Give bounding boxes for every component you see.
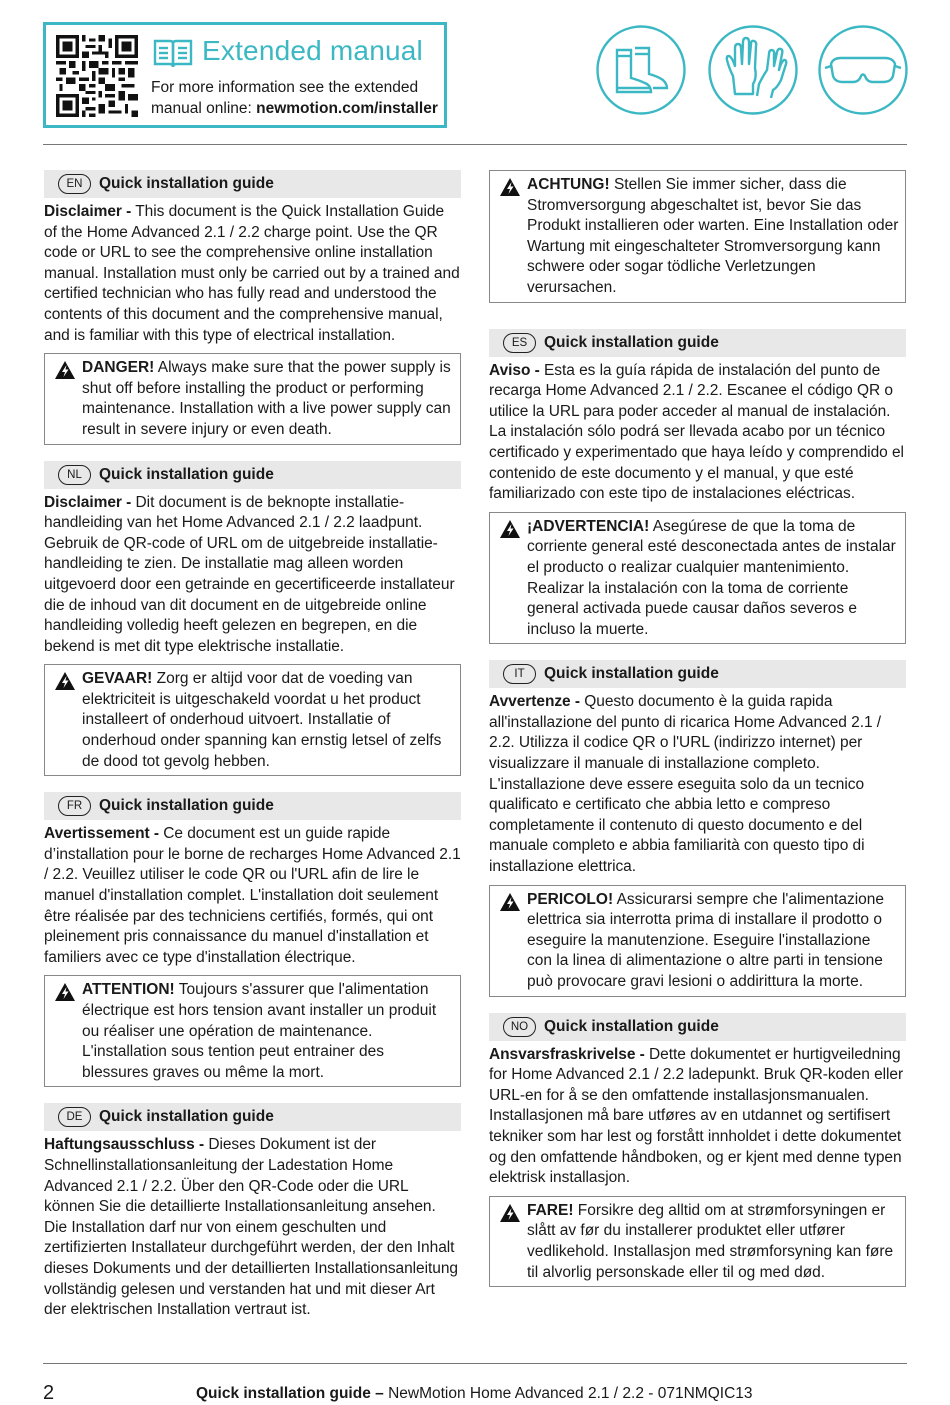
section-title: Quick installation guide	[544, 333, 719, 351]
warning-triangle-icon	[499, 892, 521, 912]
danger-warning-box: FARE! Forsikre deg alltid om at strømforsyningen er slått av før du installerer produktet eller utfører vedlikehold. Installasjon med strømforsyning kan føre til alvorlig personskade eller til og med død.	[489, 1196, 906, 1287]
danger-warning-box: ATTENTION! Toujours s'assurer que l'alimentation électrique est hors tension avant installer un produit ou réaliser une opération de maintenance. L'installation sous tention peut entrainer des blessures graves ou même la mort.	[44, 975, 461, 1087]
warning-triangle-icon	[54, 982, 76, 1002]
danger-warning-box-de: ACHTUNG! Stellen Sie immer sicher, dass die Stromversorgung abgeschaltet ist, bevor Sie das Produkt installieren oder warten. Eine Installation oder Wartung mit eingeschalteter Stromversorgung kann schwere oder sogar tödliche Verletzungen verursachen.	[489, 170, 906, 303]
danger-warning-box: GEVAAR! Zorg er altijd voor dat de voeding van elektriciteit is uitgeschakeld voordat u het product installeert of onderhoud uitvoert. Installatie of onderhoud onder spanning kan ernstig letsel of zelfs de dood tot gevolg hebben.	[44, 664, 461, 776]
section-title: Quick installation guide	[99, 175, 274, 192]
extended-manual-info: For more information see the extended manual online: newmotion.com/installer	[151, 79, 438, 117]
section-no	[489, 1013, 906, 1288]
disclaimer-text: Ansvarsfraskrivelse - Dette dokumentet er hurtigveiledning for Home Advanced 2.1 / 2.2 ladepunkt. Bruk QR-koden eller URL-en for å se den omfattende installasjonsmanualen. Installasjonen må bare utføres av en utdannet og sertifisert tekniker som har lest og forstått innholdet i dette dokumentet og den omfattende håndboken, og er kjent med denne typen elektrisk installasjon.	[489, 1045, 904, 1187]
language-badge-es: ES	[503, 333, 536, 353]
section-heading	[489, 660, 906, 688]
section-it	[489, 660, 906, 996]
warning-triangle-icon	[54, 671, 76, 691]
section-es	[489, 329, 906, 645]
safety-boots-icon	[595, 24, 687, 116]
book-icon	[153, 37, 193, 69]
header-divider	[43, 144, 907, 145]
footer-doc-title: Quick installation guide – NewMotion Home Advanced 2.1 / 2.2 - 071NMQIC13	[196, 1385, 753, 1402]
warning-triangle-icon	[499, 177, 521, 197]
safety-gloves-icon	[707, 24, 799, 116]
section-heading	[44, 1103, 461, 1131]
section-nl	[44, 461, 461, 777]
language-badge-de: DE	[58, 1107, 91, 1127]
section-title: Quick installation guide	[544, 1017, 719, 1035]
section-heading	[489, 329, 906, 357]
disclaimer-text: Disclaimer - Dit document is de beknopte installatie-handleiding van het Home Advanced 2.1 / 2.2 laadpunt. Gebruik de QR-code of URL om de uitgebreide installatie-handleiding te zien. De installatie mag alleen worden uitgevoerd door een getrainde en gecertificeerde installateur die de inhoud van dit document en de uitgebreide online handleiding volledig heeft gelezen en begrepen, en die bekend is met dit type elektrische installatie.	[44, 493, 455, 655]
section-de	[44, 1103, 461, 1320]
right-column	[489, 170, 906, 1287]
warning-triangle-icon	[54, 360, 76, 380]
disclaimer-text: Haftungsausschluss - Dieses Dokument ist der Schnellinstallationsanleitung der Ladestation Home Advanced 2.1 / 2.2. Über den QR-Code oder die URL können Sie die detaillierte Installationsanleitung ansehen. Die Installation darf nur von einem geschulten und zertifizierten Installateur durchgeführt werden, der den Inhalt dieses Dokuments und der detaillierten Installationsanleitung vollständig gelesen und verstanden hat und mit dieser Art der elektrischen Installation vertraut ist.	[44, 1136, 458, 1319]
extended-manual-box	[43, 22, 447, 128]
danger-warning-box: DANGER! Always make sure that the power supply is shut off before installing the product or performing maintenance. Installation with a live power supply can result in severe injury or even death.	[44, 353, 461, 444]
disclaimer-text: Aviso - Esta es la guía rápida de instalación del punto de recarga Home Advanced 2.1 / 2.2. Escanee el código QR o utilice la URL para poder acceder al manual de instalación. La instalación sólo podrá ser llevada acabo por un técnico certificado y experimentado que haya leído y comprendido el contenido de este documento y el manual, y que esté familiarizado con este tipo de instalaciones eléctricas.	[489, 361, 904, 503]
disclaimer-text: Avertissement - Ce document est un guide rapide d’installation pour le borne de recharges Home Advanced 2.1 / 2.2. Veuillez utiliser le code QR ou l'URL afin de lire le manuel d'installation complet. L'installation doit seulement être réalisée par des techniciens certifiés, formés, qui ont pleinement pris connaissance du manuel d'installation et familiers avec ce type d'installation électrique.	[44, 825, 461, 966]
section-en	[44, 170, 461, 445]
danger-warning-box: PERICOLO! Assicurarsi sempre che l'alimentazione elettrica sia interrotta prima di installare il prodotto o eseguire la manutenzione. Eseguire l'installazione con la linea di alimentazione o altre parti in tensione può provocare gravi lesioni o addirittura la morte.	[489, 885, 906, 997]
section-title: Quick installation guide	[99, 465, 274, 483]
language-badge-fr: FR	[58, 796, 91, 816]
safety-goggles-icon	[817, 24, 909, 116]
installer-url-link[interactable]: newmotion.com/installer	[256, 99, 438, 117]
section-title: Quick installation guide	[544, 665, 719, 683]
section-heading	[44, 170, 461, 198]
extended-manual-title: Extended manual	[202, 35, 423, 66]
section-title: Quick installation guide	[99, 797, 274, 815]
language-badge-en: EN	[58, 174, 91, 194]
section-heading	[44, 792, 461, 820]
qr-code-icon[interactable]	[56, 35, 138, 117]
language-badge-it: IT	[503, 664, 536, 684]
language-badge-no: NO	[503, 1017, 536, 1037]
disclaimer-text: Disclaimer - This document is the Quick Installation Guide of the Home Advanced 2.1 / 2.2 charge point. Use the QR code or URL to see the comprehensive online installation manual. Installation must only be carried out by a trained and certified technician who has fully read and understood the contents of this document and the comprehensive manual, and is familiar with this type of electrical installation.	[44, 203, 460, 344]
danger-warning-box: ¡ADVERTENCIA! Asegúrese de que la toma de corriente general esté desconectada antes de instalar el producto o realizar cualquier mantenimiento. Realizar la instalación con la toma de corriente general activada puede causar daños severos e incluso la muerte.	[489, 512, 906, 645]
warning-triangle-icon	[499, 519, 521, 539]
section-heading	[489, 1013, 906, 1041]
language-badge-nl: NL	[58, 465, 91, 485]
disclaimer-text: Avvertenze - Questo documento è la guida rapida all'installazione del punto di ricarica Home Advanced 2.1 / 2.2. Utilizza il codice QR o l'URL (indirizzo internet) per visualizzare il manuale di installazione completo. L'installazione deve essere eseguita solo da un tecnico qualificato e certificato che abbia letto e compreso completamente il contenuto di questo documento e del manuale completo e abbia familiarità con questo tipo di installazione elettrica.	[489, 693, 882, 876]
page-number: 2	[43, 1382, 55, 1404]
section-heading	[44, 461, 461, 489]
footer-divider	[43, 1363, 907, 1364]
left-column	[44, 170, 461, 1321]
section-title: Quick installation guide	[99, 1108, 274, 1126]
section-fr	[44, 792, 461, 1087]
warning-triangle-icon	[499, 1203, 521, 1223]
